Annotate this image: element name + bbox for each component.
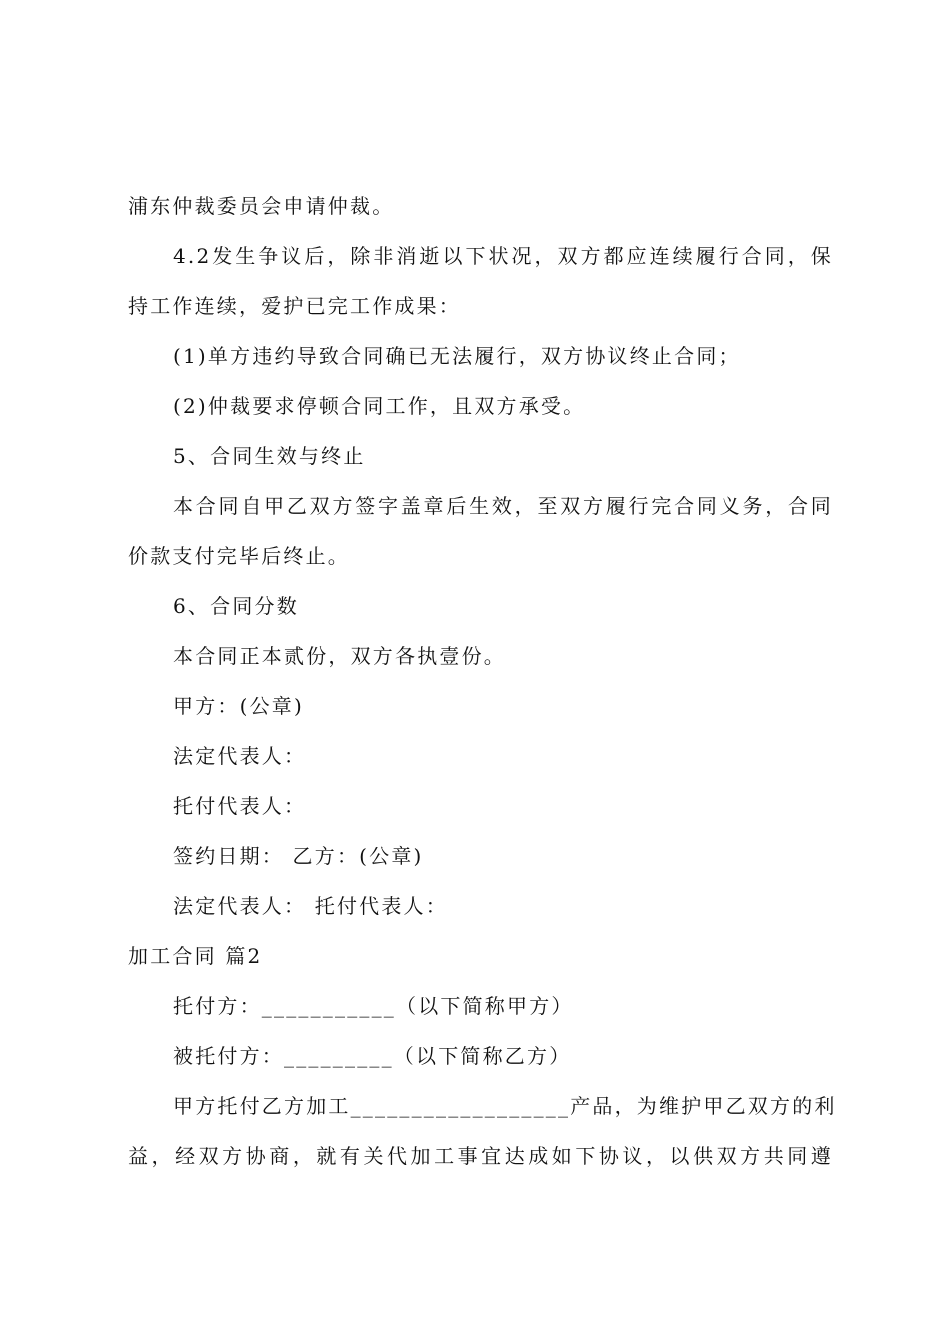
representatives-line: 法定代表人： 托付代表人： <box>173 894 448 918</box>
party-a-seal: 甲方：(公章) <box>173 694 305 718</box>
authorized-representative: 托付代表人： <box>173 794 307 818</box>
section-5-heading: 5、合同生效与终止 <box>173 444 366 468</box>
principal-party-line: 托付方：___________（以下简称甲方） <box>173 994 574 1018</box>
contract-2-intro-line-1: 甲方托付乙方加工__________________产品，为维护甲乙双方的利 <box>173 1094 837 1118</box>
contract-2-intro-line-2: 益，经双方协商，就有关代加工事宜达成如下协议，以供双方共同遵 <box>128 1144 833 1168</box>
clause-4-2-item-2: (2)仲裁要求停顿合同工作，且双方承受。 <box>173 394 586 418</box>
section-6-heading: 6、合同分数 <box>173 594 299 618</box>
signing-date-party-b: 签约日期： 乙方：(公章) <box>173 844 424 868</box>
clause-4-2-item-1: (1)单方违约导致合同确已无法履行，双方协议终止合同； <box>173 344 741 368</box>
section-5-line-1: 本合同自甲乙双方签字盖章后生效，至双方履行完合同义务，合同 <box>173 494 833 518</box>
clause-4-2-line-1: 4.2发生争议后，除非消逝以下状况，双方都应连续履行合同，保 <box>173 244 833 268</box>
section-6-text: 本合同正本贰份，双方各执壹份。 <box>173 644 506 668</box>
contract-2-heading: 加工合同 篇2 <box>128 944 263 968</box>
clause-4-2-line-2: 持工作连续，爱护已完工作成果： <box>128 294 461 318</box>
paragraph-arbitration-end: 浦东仲裁委员会申请仲裁。 <box>128 194 395 218</box>
section-5-line-2: 价款支付完毕后终止。 <box>128 544 350 568</box>
legal-representative: 法定代表人： <box>173 744 307 768</box>
commissioned-party-line: 被托付方：_________（以下简称乙方） <box>173 1044 572 1068</box>
